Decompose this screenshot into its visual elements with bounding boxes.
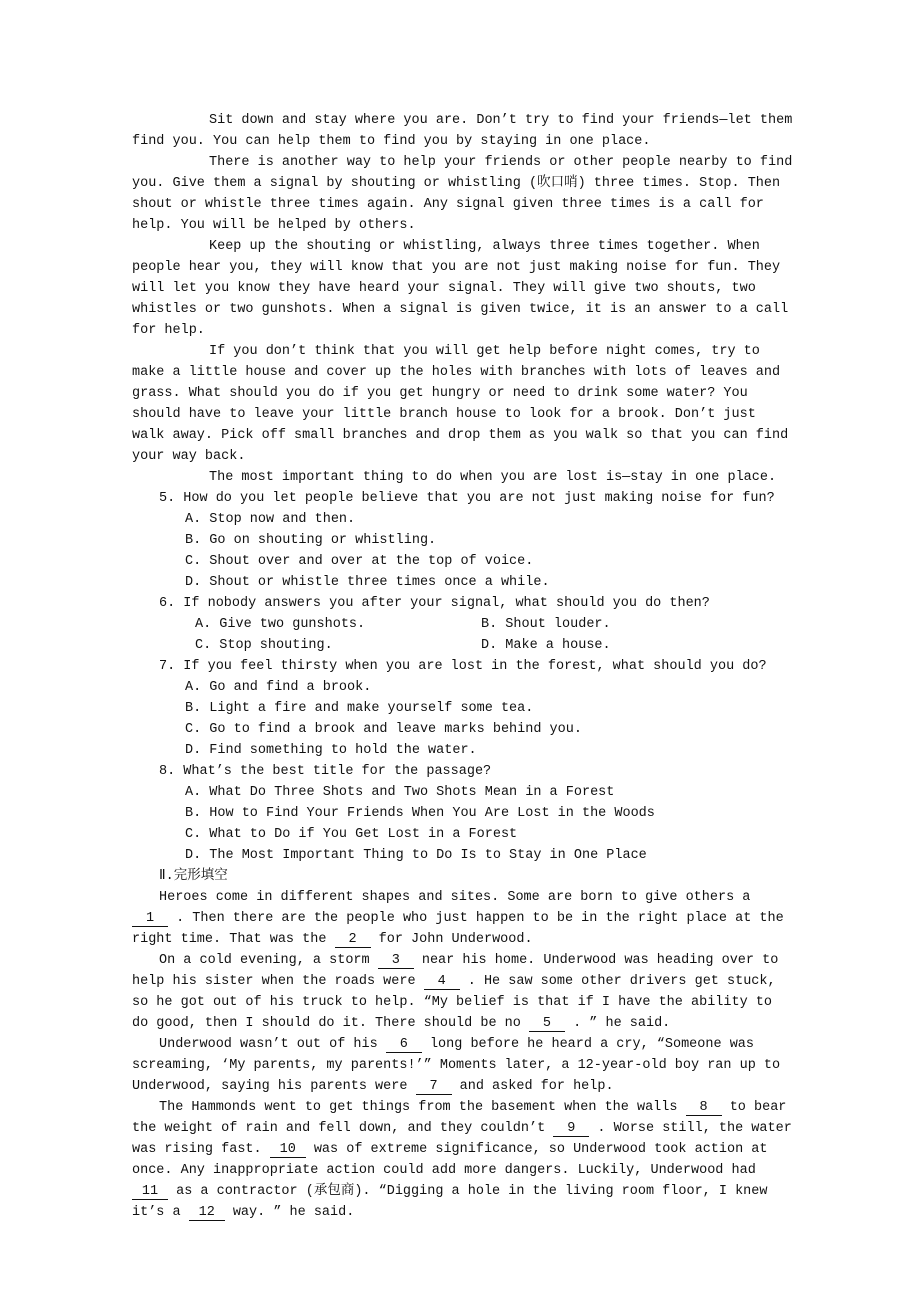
question-text: 8. What’s the best title for the passage?: [159, 764, 492, 779]
cloze-blank: 10: [270, 1142, 306, 1158]
answer-option: C. Shout over and over at the top of voice.: [185, 554, 534, 569]
option-list: [159, 509, 794, 593]
answer-option: B. Light a fire and make yourself some tea.: [185, 701, 534, 716]
cloze-paragraph: Underwood wasn’t out of his 6 long before he heard a cry, “Someone was screaming, ‘My parents, my parents!’” Moments later, a 12-year-old boy ran up to Underwood, saying his parents were 7 and asked for help.: [132, 1037, 781, 1094]
cloze-blank: 1: [132, 911, 168, 927]
cloze-paragraph: Heroes come in different shapes and sites. Some are born to give others a 1 . Then there are the people who just happen to be in the right place at the right time. That was the 2 for John Underwood.: [132, 890, 784, 947]
answer-option: D. Shout or whistle three times once a while.: [185, 575, 550, 590]
answer-option: A. Stop now and then.: [185, 512, 356, 527]
answer-option: D. Make a house.: [481, 638, 611, 653]
cloze-paragraph: The Hammonds went to get things from the basement when the walls 8 to bear the weight of rain and fell down, and they couldn’t 9 . Worse still, the water was rising fast. 10 was of extreme significance, so Underwood took action at once. Any inappropriate action could add more dangers. Luckily, Underwood had 11 as a contractor (承包商). “Digging a hole in the living room floor, I knew it’s a 12 way. ” he said.: [132, 1100, 792, 1220]
question: [132, 761, 794, 866]
answer-option: C. Go to find a brook and leave marks behind you.: [185, 722, 582, 737]
question-list: [132, 488, 794, 866]
cloze-blank: 5: [529, 1016, 565, 1032]
answer-option: A. Give two gunshots.: [195, 617, 366, 632]
question-text: 7. If you feel thirsty when you are lost in the forest, what should you do?: [159, 659, 767, 674]
cloze-blank: 9: [553, 1121, 589, 1137]
option-list: [159, 782, 794, 866]
answer-option: B. Go on shouting or whistling.: [185, 533, 437, 548]
question: [132, 593, 794, 656]
cloze-blank: 8: [686, 1100, 722, 1116]
question: [132, 656, 794, 761]
answer-option: A. What Do Three Shots and Two Shots Mean in a Forest: [185, 785, 615, 800]
cloze-blank: 6: [386, 1037, 422, 1053]
cloze-paragraph: On a cold evening, a storm 3 near his home. Underwood was heading over to help his sister when the roads were 4 . He saw some other drivers get stuck, so he got out of his truck to help. “My belief is that if I have the ability to do good, then I should do it. There should be no 5 . ” he said.: [132, 953, 779, 1031]
option-list: [159, 677, 794, 761]
worksheet-page: [132, 110, 794, 1223]
question-text: 6. If nobody answers you after your signal, what should you do then?: [159, 596, 710, 611]
passage-paragraph: There is another way to help your friends or other people nearby to find you. Give them a signal by shouting or whistling (吹口哨) three times. Stop. Then shout or whistle three times again. Any signal given three times is a call for help. You will be helped by others.: [132, 155, 793, 233]
answer-option: D. The Most Important Thing to Do Is to Stay in One Place: [185, 848, 647, 863]
passage-paragraph: Sit down and stay where you are. Don’t try to find your friends—let them find you. You can help them to find you by staying in one place.: [132, 113, 793, 149]
passage-paragraph: If you don’t think that you will get help before night comes, try to make a little house and cover up the holes with branches with lots of leaves and grass. What should you do if you get hungry or need to drink some water? You should have to leave your little branch house to look for a brook. Don’t just walk away. Pick off small branches and drop them as you walk so that you can find your way back.: [132, 344, 789, 464]
answer-option: C. What to Do if You Get Lost in a Forest: [185, 827, 518, 842]
passage-paragraph: The most important thing to do when you are lost is—stay in one place.: [209, 470, 777, 485]
cloze-blank: 3: [378, 953, 414, 969]
answer-option: B. How to Find Your Friends When You Are Lost in the Woods: [185, 806, 655, 821]
passage-paragraph: Keep up the shouting or whistling, always three times together. When people hear you, they will know that you are not just making noise for fun. They will let you know they have heard your signal. They will give two shouts, two whistles or two gunshots. When a signal is given twice, it is an answer to a call for help.: [132, 239, 789, 338]
answer-option: B. Shout louder.: [481, 617, 611, 632]
answer-option: A. Go and find a brook.: [185, 680, 372, 695]
cloze-blank: 4: [424, 974, 460, 990]
section-heading: Ⅱ.完形填空: [159, 869, 228, 884]
cloze-blank: 2: [335, 932, 371, 948]
cloze-passage: [132, 887, 794, 1223]
cloze-blank: 12: [189, 1205, 225, 1221]
cloze-blank: 7: [416, 1079, 452, 1095]
answer-option: C. Stop shouting.: [195, 638, 333, 653]
question: [132, 488, 794, 593]
reading-passage: [132, 110, 794, 488]
answer-option: D. Find something to hold the water.: [185, 743, 477, 758]
cloze-blank: 11: [132, 1184, 168, 1200]
option-list: [159, 614, 794, 656]
question-text: 5. How do you let people believe that you are not just making noise for fun?: [159, 491, 775, 506]
